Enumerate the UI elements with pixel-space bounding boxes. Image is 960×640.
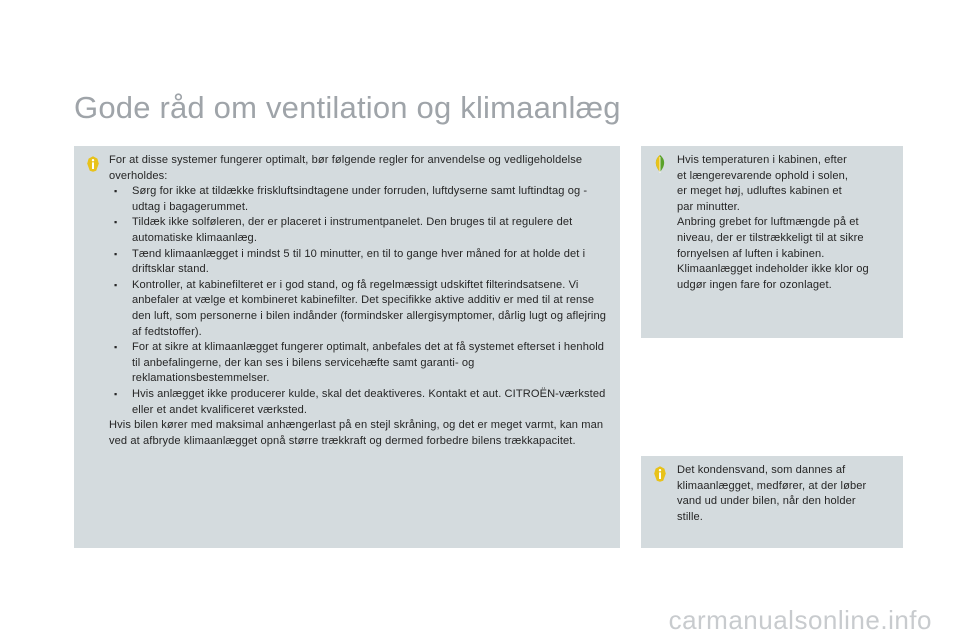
condensate-line: vand ud under bilen, når den holder xyxy=(677,495,856,508)
list-item: ▪ Tildæk ikke solføleren, der er placeret i instrumentpanelet. Den bruges til at regulere det automatiske klimaanlæg. xyxy=(114,216,573,244)
bullet-icon: ▪ xyxy=(114,388,118,399)
bullet-icon: ▪ xyxy=(114,342,118,353)
condensate-line: klimaanlægget, medfører, at der løber xyxy=(677,479,867,492)
eco-line: et længerevarende ophold i solen, xyxy=(677,169,849,182)
list-item: ▪ Hvis anlægget ikke producerer kulde, skal det deaktiveres. Kontakt et aut. CITROËN-værksted eller et andet kvalificeret værksted. xyxy=(114,387,606,416)
tips-list xyxy=(109,184,612,418)
eco-line: udgør ingen fare for ozonlaget. xyxy=(677,278,832,291)
list-item: ▪ Tænd klimaanlægget i mindst 5 til 10 minutter, en til to gange hver måned for at holde det i driftsklar stand. xyxy=(114,247,586,276)
condensate-line: stille. xyxy=(677,510,703,523)
outro-text: Hvis bilen kører med maksimal anhængerlast på en stejl skråning, og det er meget varmt, kan man ved at afbryde klimaanlægget opnå større trækkraft og dermed forbedre bilens trækkapacitet. xyxy=(109,419,604,447)
list-item: ▪ Sørg for ikke at tildække friskluftsindtagene under forruden, luftdyserne samt luftindtag og -udtag i bagagerummet. xyxy=(114,185,588,213)
eco-tips-box xyxy=(641,146,903,338)
page-title: Gode råd om ventilation og klimaanlæg xyxy=(74,90,621,125)
condensate-line: Det kondensvand, som dannes af xyxy=(677,464,846,476)
eco-line: par minutter. xyxy=(677,200,740,213)
leaf-icon xyxy=(651,154,669,174)
bullet-icon: ▪ xyxy=(114,186,118,197)
eco-line: niveau, der er tilstrækkeligt til at sikre xyxy=(677,231,864,244)
info-icon xyxy=(651,465,669,483)
ventilation-tips-box xyxy=(74,146,620,548)
eco-line: Klimaanlægget indeholder ikke klor og xyxy=(677,263,869,276)
watermark: carmanualsonline.info xyxy=(668,605,932,635)
eco-line: fornyelsen af luften i kabinen. xyxy=(677,247,825,260)
bullet-icon: ▪ xyxy=(114,279,118,290)
condensate-info-box xyxy=(641,456,903,548)
eco-line: er meget høj, udluftes kabinen et xyxy=(677,185,842,198)
eco-line: Hvis temperaturen i kabinen, efter xyxy=(677,154,847,166)
list-item: ▪ Kontroller, at kabinefilteret er i god stand, og få regelmæssigt udskiftet filterindsatsene. Vi anbefaler at vælge et kombineret kabinefilter. Det specifikke aktive additiv er med til at rense den luft, som personerne i bilen indånder (formindsker allergisymptomer, dårlig lugt og aflejring af fedtstoffer). xyxy=(114,278,607,338)
bullet-icon: ▪ xyxy=(114,248,118,259)
intro-text: For at disse systemer fungerer optimalt, bør følgende regler for anvendelse og vedligeholdelse overholdes: xyxy=(109,154,583,182)
bullet-icon: ▪ xyxy=(114,217,118,228)
eco-line: Anbring grebet for luftmængde på et xyxy=(677,216,859,229)
info-icon xyxy=(84,155,102,173)
list-item: ▪ For at sikre at klimaanlægget fungerer optimalt, anbefales det at få systemet efterset i henhold til anbefalingerne, der kan ses i bilens servicehæfte samt garanti- og reklamationsbestemmelser. xyxy=(114,341,605,385)
